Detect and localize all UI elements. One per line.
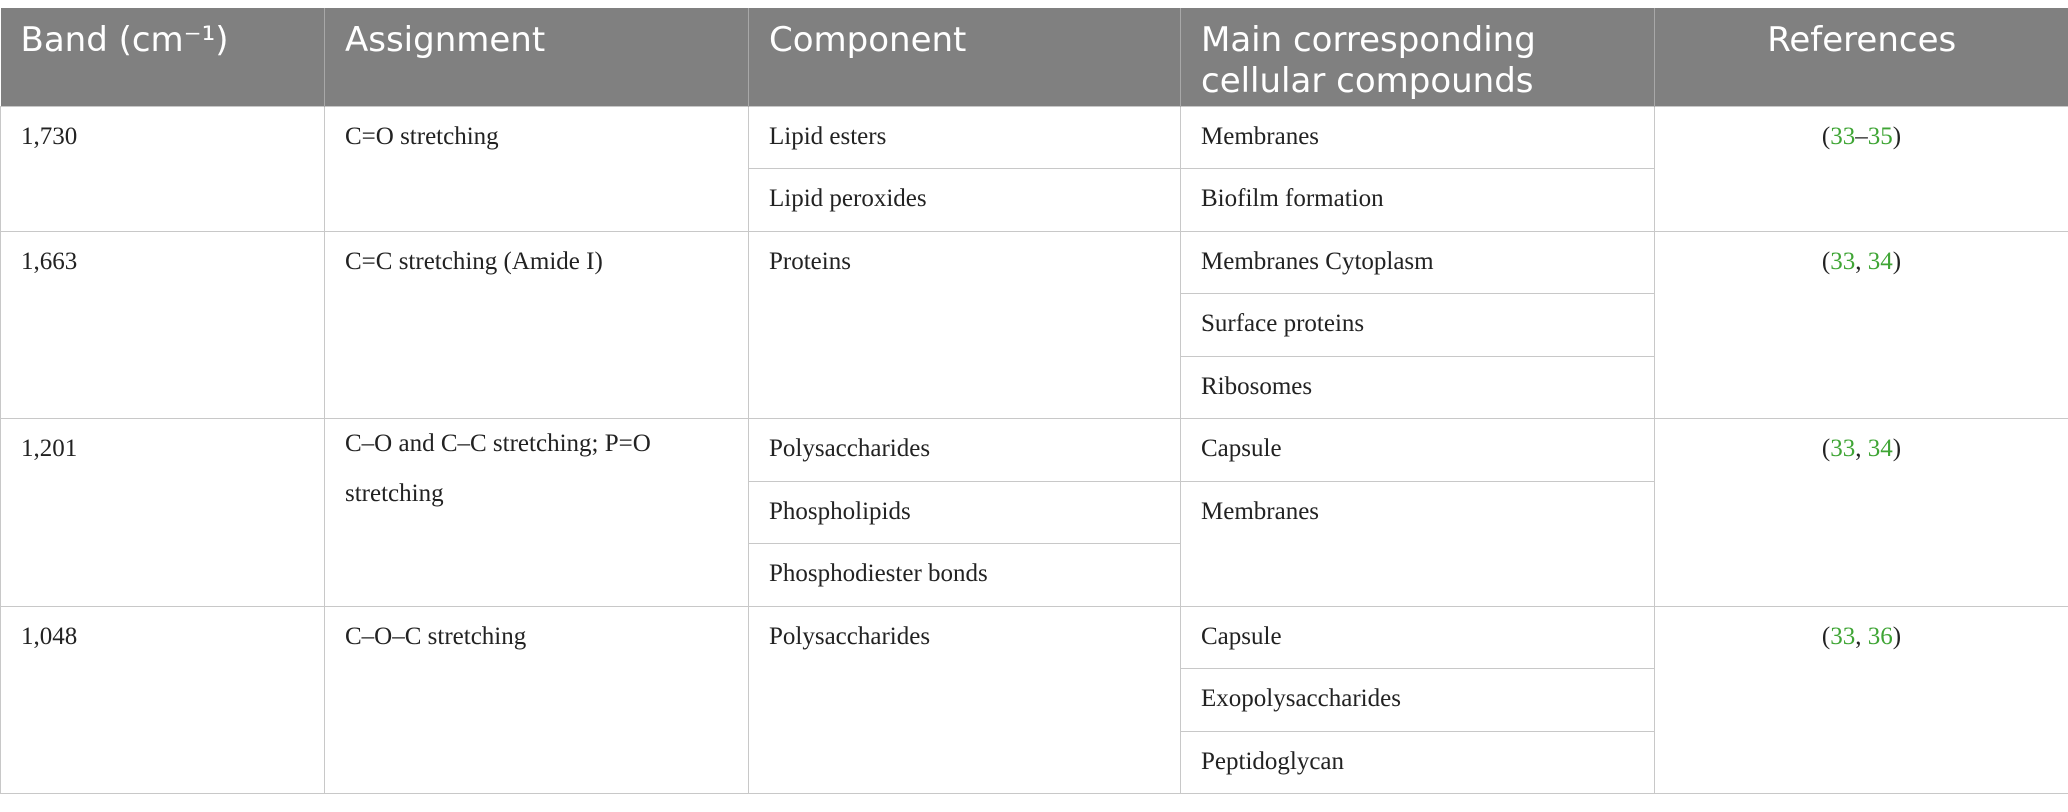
header-references: References	[1655, 8, 2068, 106]
references-cell	[1655, 419, 2068, 607]
assignment-cell: C–O and C–C stretching; P=O stretching	[325, 419, 749, 607]
ref-separator: ,	[1855, 622, 1868, 650]
component-cell: Phosphodiester bonds	[749, 544, 1181, 607]
band-cell: 1,730	[1, 106, 325, 231]
reference-link[interactable]: 34	[1867, 435, 1893, 462]
component-cell: Phospholipids	[749, 481, 1181, 544]
compound-cell: Capsule	[1181, 606, 1655, 669]
bands-table	[0, 8, 2068, 794]
ref-separator: ,	[1855, 247, 1868, 275]
component-cell: Lipid peroxides	[749, 169, 1181, 232]
ref-open: (	[1821, 247, 1831, 275]
component-cell: Polysaccharides	[749, 419, 1181, 482]
ref-open: (	[1821, 435, 1831, 462]
header-band: Band (cm⁻¹)	[1, 8, 325, 106]
reference-link[interactable]: 36	[1867, 622, 1893, 650]
table-row	[1, 419, 2068, 482]
ref-separator: –	[1855, 122, 1868, 150]
reference-link[interactable]: 33	[1830, 435, 1856, 462]
reference-link[interactable]: 34	[1867, 247, 1893, 275]
references-cell	[1655, 606, 2068, 794]
component-cell: Lipid esters	[749, 106, 1181, 169]
references-cell	[1655, 231, 2068, 419]
compound-cell: Membranes Cytoplasm	[1181, 231, 1655, 294]
compound-cell: Capsule	[1181, 419, 1655, 482]
compound-cell: Membranes	[1181, 481, 1655, 606]
component-cell: Proteins	[749, 231, 1181, 419]
table-row	[1, 106, 2068, 169]
table-row	[1, 231, 2068, 294]
compound-cell: Peptidoglycan	[1181, 731, 1655, 794]
ref-close: )	[1892, 122, 1902, 150]
reference-link[interactable]: 35	[1867, 122, 1893, 150]
compound-cell: Ribosomes	[1181, 356, 1655, 419]
compound-cell: Biofilm formation	[1181, 169, 1655, 232]
assignment-cell: C=C stretching (Amide I)	[325, 231, 749, 419]
band-cell: 1,201	[1, 419, 325, 607]
ref-separator: ,	[1855, 435, 1868, 462]
assignment-cell: C–O–C stretching	[325, 606, 749, 794]
header-compounds: Main corresponding cellular compounds	[1181, 8, 1655, 106]
ref-open: (	[1821, 622, 1831, 650]
ref-close: )	[1892, 622, 1902, 650]
ref-close: )	[1892, 435, 1902, 462]
header-row	[1, 8, 2068, 106]
compound-cell: Membranes	[1181, 106, 1655, 169]
ref-close: )	[1892, 247, 1902, 275]
header-assignment: Assignment	[325, 8, 749, 106]
band-cell: 1,048	[1, 606, 325, 794]
references-cell	[1655, 106, 2068, 231]
reference-link[interactable]: 33	[1830, 122, 1856, 150]
reference-link[interactable]: 33	[1830, 247, 1856, 275]
band-cell: 1,663	[1, 231, 325, 419]
ref-open: (	[1821, 122, 1831, 150]
reference-link[interactable]: 33	[1830, 622, 1856, 650]
compound-cell: Exopolysaccharides	[1181, 669, 1655, 732]
table-row	[1, 606, 2068, 669]
assignment-cell: C=O stretching	[325, 106, 749, 231]
compound-cell: Surface proteins	[1181, 294, 1655, 357]
header-component: Component	[749, 8, 1181, 106]
component-cell: Polysaccharides	[749, 606, 1181, 794]
